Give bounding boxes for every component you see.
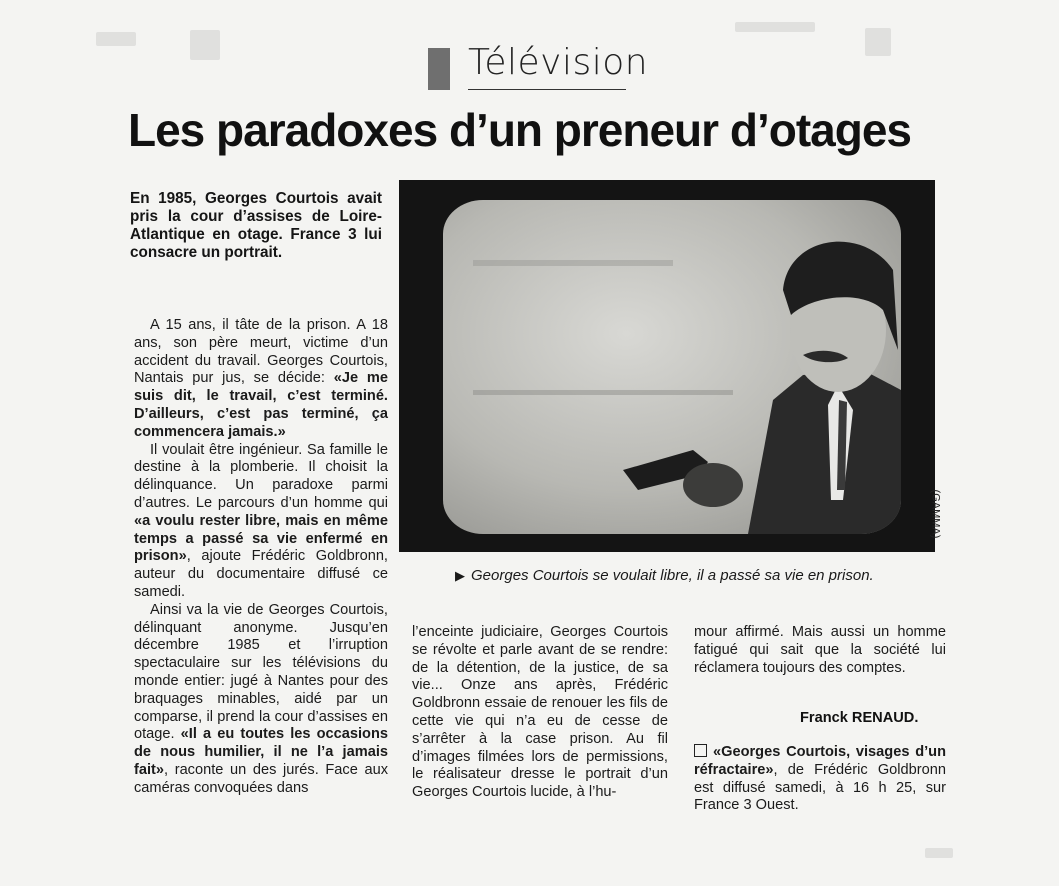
- scan-speck: [190, 30, 220, 60]
- paragraph: mour affirmé. Mais aussi un homme fatigué qui sait que la société lui réclamera toujours des comptes.: [694, 624, 946, 676]
- article-headline: Les paradoxes d’un preneur d’otages: [128, 104, 911, 156]
- photo: [399, 180, 935, 552]
- article-column-2: [412, 624, 668, 802]
- section-marker-square: [428, 48, 450, 90]
- scan-speck: [96, 32, 136, 46]
- scan-speck: [735, 22, 815, 32]
- scan-speck: [925, 848, 953, 858]
- author-signature: Franck RENAUD.: [800, 710, 919, 726]
- paragraph: «Georges Courtois, visages d’un réfractaire», de Frédéric Goldbronn est diffusé samedi, à 16 h 25, sur France 3 Ouest.: [694, 744, 946, 814]
- paragraph: Ainsi va la vie de Georges Courtois, délinquant anonyme. Jusqu’en décembre 1985 et l’irruption spectaculaire sur les télévisions du monde entier: jugé à Nantes pour des braquages minables, aidé par un comparse, il prend la cour d’assises en otage. «Il a eu toutes les occasions de nous humilier, il ne l’a jamais fait», raconte un des jurés. Face aux caméras convoquées dans: [134, 601, 388, 796]
- article-column-1: [134, 317, 388, 798]
- section-rubric: [428, 42, 649, 92]
- section-label: Télévision: [468, 42, 649, 83]
- article-column-3: [694, 624, 946, 677]
- tv-screen-image: [443, 200, 901, 534]
- paragraph: Il voulait être ingénieur. Sa famille le destine à la plomberie. Il choisit la délinquance. Un paradoxe parmi d’autres. Le parcours d’un homme qui «a voulu rester libre, mais en même temps a passé sa vie enfermé en prison», ajoute Frédéric Goldbronn, auteur du documentaire diffusé ce samedi.: [134, 441, 388, 600]
- tv-still-illustration: [443, 200, 901, 534]
- broadcast-info: [694, 744, 946, 815]
- paragraph: A 15 ans, il tâte de la prison. A 18 ans, son père meurt, victime d’un accident du travail. Georges Courtois, Nantais pur jus, se décide: «Je me suis dit, le travail, c’est terminé. D’ailleurs, c’est pas terminé, ça commencera jamais.»: [134, 317, 389, 440]
- caption-triangle-icon: ▶: [455, 568, 465, 583]
- section-underline: [468, 89, 626, 90]
- photo-caption: ▶ Georges Courtois se voulait libre, il a passé sa vie en prison.: [455, 567, 874, 584]
- photo-credit: (GAMMA): [929, 489, 942, 539]
- article-standfirst: En 1985, Georges Courtois avait pris la cour d’assises de Loire-Atlantique en otage. France 3 lui consacre un portrait.: [130, 190, 382, 261]
- paragraph: l’enceinte judiciaire, Georges Courtois se révolte et parle avant de se rendre: de la détention, de la justice, de sa vie... Onze ans après, Frédéric Goldbronn essaie de renouer les fils de cette vie qui n’a eu de cesse de s’arrêter à la case prison. Au fil d’images filmées lors de permissions, le réalisateur dresse le portrait d’un Georges Courtois lucide, à l’hu-: [412, 624, 668, 801]
- scan-speck: [865, 28, 891, 56]
- square-bullet-icon: [694, 744, 707, 757]
